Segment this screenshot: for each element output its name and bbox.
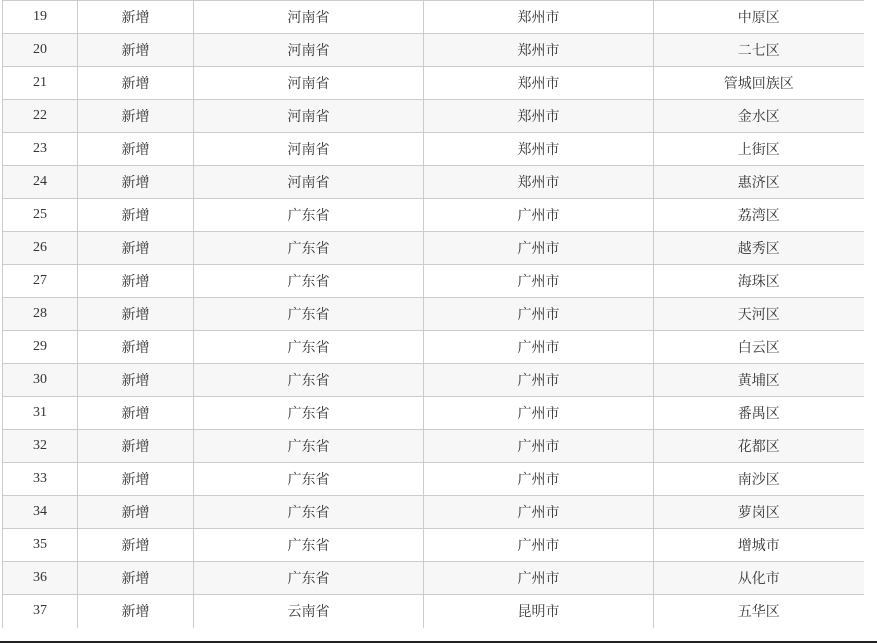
city-cell: 广州市 (424, 265, 654, 298)
table-row (3, 232, 864, 265)
row-number-cell: 31 (3, 397, 78, 430)
district-cell: 上街区 (654, 133, 864, 166)
district-cell: 黄埔区 (654, 364, 864, 397)
row-number-cell: 26 (3, 232, 78, 265)
action-cell: 新增 (78, 265, 194, 298)
city-cell: 广州市 (424, 199, 654, 232)
row-number-cell: 30 (3, 364, 78, 397)
table-row (3, 430, 864, 463)
city-cell: 郑州市 (424, 34, 654, 67)
action-cell: 新增 (78, 496, 194, 529)
row-number-cell: 37 (3, 595, 78, 628)
table-row (3, 397, 864, 430)
row-number-cell: 32 (3, 430, 78, 463)
table-row (3, 331, 864, 364)
row-number-cell: 33 (3, 463, 78, 496)
row-number-cell: 25 (3, 199, 78, 232)
row-number-cell: 19 (3, 1, 78, 34)
action-cell: 新增 (78, 232, 194, 265)
action-cell: 新增 (78, 67, 194, 100)
province-cell: 广东省 (194, 397, 424, 430)
regions-table (2, 0, 864, 628)
district-cell: 五华区 (654, 595, 864, 628)
district-cell: 天河区 (654, 298, 864, 331)
action-cell: 新增 (78, 298, 194, 331)
city-cell: 广州市 (424, 529, 654, 562)
city-cell: 郑州市 (424, 1, 654, 34)
table-row (3, 166, 864, 199)
table-row (3, 562, 864, 595)
table-row (3, 496, 864, 529)
province-cell: 河南省 (194, 34, 424, 67)
district-cell: 增城市 (654, 529, 864, 562)
city-cell: 广州市 (424, 397, 654, 430)
row-number-cell: 29 (3, 331, 78, 364)
action-cell: 新增 (78, 331, 194, 364)
action-cell: 新增 (78, 463, 194, 496)
action-cell: 新增 (78, 430, 194, 463)
district-cell: 萝岗区 (654, 496, 864, 529)
row-number-cell: 34 (3, 496, 78, 529)
action-cell: 新增 (78, 529, 194, 562)
action-cell: 新增 (78, 100, 194, 133)
province-cell: 广东省 (194, 430, 424, 463)
province-cell: 广东省 (194, 298, 424, 331)
table-row (3, 595, 864, 628)
district-cell: 南沙区 (654, 463, 864, 496)
city-cell: 昆明市 (424, 595, 654, 628)
row-number-cell: 21 (3, 67, 78, 100)
row-number-cell: 20 (3, 34, 78, 67)
city-cell: 郑州市 (424, 100, 654, 133)
action-cell: 新增 (78, 199, 194, 232)
action-cell: 新增 (78, 595, 194, 628)
row-number-cell: 22 (3, 100, 78, 133)
district-cell: 荔湾区 (654, 199, 864, 232)
district-cell: 越秀区 (654, 232, 864, 265)
city-cell: 广州市 (424, 430, 654, 463)
table-row (3, 100, 864, 133)
city-cell: 广州市 (424, 298, 654, 331)
row-number-cell: 24 (3, 166, 78, 199)
table-row (3, 199, 864, 232)
city-cell: 郑州市 (424, 133, 654, 166)
district-cell: 金水区 (654, 100, 864, 133)
row-number-cell: 36 (3, 562, 78, 595)
province-cell: 广东省 (194, 364, 424, 397)
table-row (3, 265, 864, 298)
province-cell: 河南省 (194, 100, 424, 133)
district-cell: 白云区 (654, 331, 864, 364)
action-cell: 新增 (78, 166, 194, 199)
city-cell: 广州市 (424, 463, 654, 496)
table-row (3, 529, 864, 562)
row-number-cell: 23 (3, 133, 78, 166)
action-cell: 新增 (78, 133, 194, 166)
district-cell: 中原区 (654, 1, 864, 34)
province-cell: 云南省 (194, 595, 424, 628)
city-cell: 广州市 (424, 232, 654, 265)
district-cell: 番禺区 (654, 397, 864, 430)
action-cell: 新增 (78, 562, 194, 595)
action-cell: 新增 (78, 34, 194, 67)
action-cell: 新增 (78, 1, 194, 34)
table-row (3, 67, 864, 100)
city-cell: 广州市 (424, 562, 654, 595)
city-cell: 广州市 (424, 496, 654, 529)
regions-table-body (3, 1, 864, 628)
district-cell: 二七区 (654, 34, 864, 67)
district-cell: 海珠区 (654, 265, 864, 298)
table-row (3, 364, 864, 397)
action-cell: 新增 (78, 364, 194, 397)
city-cell: 郑州市 (424, 166, 654, 199)
province-cell: 广东省 (194, 562, 424, 595)
table-row (3, 463, 864, 496)
province-cell: 广东省 (194, 199, 424, 232)
table-row (3, 298, 864, 331)
province-cell: 河南省 (194, 166, 424, 199)
district-cell: 惠济区 (654, 166, 864, 199)
table-row (3, 133, 864, 166)
table-row (3, 1, 864, 34)
row-number-cell: 27 (3, 265, 78, 298)
province-cell: 河南省 (194, 133, 424, 166)
city-cell: 广州市 (424, 364, 654, 397)
province-cell: 河南省 (194, 67, 424, 100)
province-cell: 广东省 (194, 496, 424, 529)
district-cell: 管城回族区 (654, 67, 864, 100)
district-cell: 从化市 (654, 562, 864, 595)
city-cell: 广州市 (424, 331, 654, 364)
province-cell: 广东省 (194, 529, 424, 562)
province-cell: 广东省 (194, 331, 424, 364)
province-cell: 广东省 (194, 463, 424, 496)
row-number-cell: 35 (3, 529, 78, 562)
city-cell: 郑州市 (424, 67, 654, 100)
action-cell: 新增 (78, 397, 194, 430)
table-row (3, 34, 864, 67)
province-cell: 广东省 (194, 265, 424, 298)
district-cell: 花都区 (654, 430, 864, 463)
row-number-cell: 28 (3, 298, 78, 331)
province-cell: 河南省 (194, 1, 424, 34)
province-cell: 广东省 (194, 232, 424, 265)
